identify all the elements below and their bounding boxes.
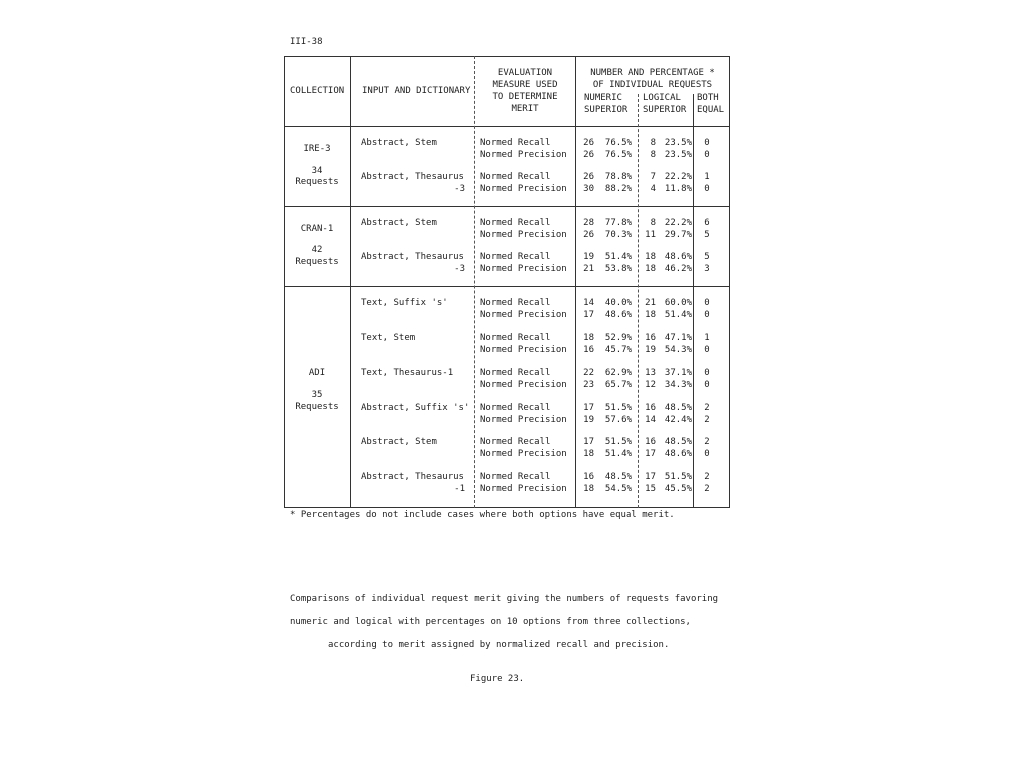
cell-log-n: 17 [645,472,656,482]
cell-num-p: 78.8% [604,172,632,182]
header-logical: SUPERIOR [643,105,687,115]
cell-both: 0 [704,184,710,194]
column-divider [284,56,285,508]
column-divider [638,94,639,508]
option-label: Abstract, Thesaurus [361,252,464,262]
cell-num-p: 51.4% [604,449,632,459]
cell-both: 0 [704,150,710,160]
collection-name: CRAN-1 [300,224,334,234]
cell-both: 0 [704,380,710,390]
option-label: Abstract, Thesaurus [361,172,464,182]
cell-measure: Normed Recall [480,437,551,447]
cell-measure: Normed Precision [480,230,567,240]
cell-num-n: 26 [583,230,594,240]
cell-log-p: 48.6% [664,252,692,262]
cell-num-n: 16 [583,345,594,355]
cell-num-n: 19 [583,252,594,262]
cell-measure: Normed Precision [480,449,567,459]
column-divider [350,56,351,508]
cell-measure: Normed Precision [480,484,567,494]
option-label: Abstract, Stem [361,138,437,148]
cell-num-n: 17 [583,310,594,320]
cell-num-p: 51.5% [604,437,632,447]
cell-log-n: 4 [650,184,656,194]
header-both: EQUAL [697,105,725,115]
option-label: Abstract, Suffix 's' [361,403,470,413]
cell-num-n: 18 [583,484,594,494]
cell-measure: Normed Recall [480,298,551,308]
column-divider [729,56,730,508]
cell-measure: Normed Recall [480,252,551,262]
cell-log-n: 18 [645,310,656,320]
cell-measure: Normed Precision [480,150,567,160]
figure-label: Figure 23. [470,674,525,684]
cell-num-n: 17 [583,437,594,447]
cell-measure: Normed Precision [480,380,567,390]
collection-label: Requests [295,257,339,267]
page-number: III-38 [290,37,323,47]
cell-num-p: 48.5% [604,472,632,482]
cell-log-p: 46.2% [664,264,692,274]
cell-num-n: 26 [583,172,594,182]
cell-num-n: 26 [583,150,594,160]
cell-log-n: 16 [645,403,656,413]
cell-num-n: 26 [583,138,594,148]
cell-measure: Normed Recall [480,172,551,182]
cell-num-n: 30 [583,184,594,194]
column-divider [575,56,576,508]
cell-log-n: 18 [645,252,656,262]
cell-both: 5 [704,252,710,262]
cell-num-p: 54.5% [604,484,632,494]
option-label: Text, Thesaurus-1 [361,368,454,378]
collection-label: Requests [295,177,339,187]
collection-count: 34 [311,166,323,176]
header-both: BOTH [697,93,719,103]
cell-log-n: 12 [645,380,656,390]
cell-log-p: 51.4% [664,310,692,320]
option-label: Abstract, Stem [361,218,437,228]
cell-num-p: 76.5% [604,150,632,160]
cell-num-n: 16 [583,472,594,482]
cell-log-n: 11 [645,230,656,240]
cell-both: 1 [704,172,710,182]
cell-num-n: 28 [583,218,594,228]
cell-both: 0 [704,310,710,320]
cell-num-p: 40.0% [604,298,632,308]
option-label: Text, Suffix 's' [361,298,448,308]
cell-both: 2 [704,415,710,425]
cell-measure: Normed Precision [480,264,567,274]
option-label: Abstract, Stem [361,437,437,447]
cell-both: 6 [704,218,710,228]
cell-both: 0 [704,449,710,459]
cell-log-p: 37.1% [664,368,692,378]
collection-count: 42 [311,245,323,255]
cell-measure: Normed Recall [480,333,551,343]
cell-log-n: 8 [650,150,656,160]
cell-measure: Normed Recall [480,472,551,482]
collection-name: IRE-3 [303,144,331,154]
cell-measure: Normed Precision [480,415,567,425]
cell-both: 2 [704,437,710,447]
header-collection: COLLECTION [290,86,345,96]
cell-log-n: 19 [645,345,656,355]
cell-log-p: 34.3% [664,380,692,390]
cell-num-p: 48.6% [604,310,632,320]
header-evaluation: MERIT [511,104,539,114]
cell-num-p: 45.7% [604,345,632,355]
cell-log-p: 51.5% [664,472,692,482]
cell-both: 2 [704,472,710,482]
caption-line: according to merit assigned by normalized recall and precision. [328,640,670,650]
cell-log-n: 14 [645,415,656,425]
cell-log-p: 23.5% [664,150,692,160]
cell-num-p: 88.2% [604,184,632,194]
cell-num-n: 18 [583,449,594,459]
cell-measure: Normed Precision [480,345,567,355]
cell-num-n: 14 [583,298,594,308]
cell-log-n: 8 [650,138,656,148]
option-label: Text, Stem [361,333,416,343]
cell-log-n: 21 [645,298,656,308]
cell-log-p: 22.2% [664,218,692,228]
cell-num-n: 19 [583,415,594,425]
option-label: Abstract, Thesaurus [361,472,464,482]
cell-both: 2 [704,484,710,494]
cell-num-p: 70.3% [604,230,632,240]
column-divider [693,94,694,508]
cell-log-n: 15 [645,484,656,494]
header-evaluation: EVALUATION [497,68,553,78]
collection-count: 35 [311,390,323,400]
option-label-suffix: -1 [454,484,465,494]
cell-measure: Normed Recall [480,403,551,413]
header-logical: LOGICAL [643,93,681,103]
cell-num-p: 62.9% [604,368,632,378]
cell-log-n: 13 [645,368,656,378]
cell-log-p: 48.6% [664,449,692,459]
cell-log-p: 48.5% [664,437,692,447]
cell-both: 2 [704,403,710,413]
header-numeric: NUMERIC [584,93,622,103]
cell-measure: Normed Precision [480,310,567,320]
cell-num-p: 51.4% [604,252,632,262]
collection-label: Requests [295,402,339,412]
cell-log-p: 22.2% [664,172,692,182]
caption-line: Comparisons of individual request merit giving the numbers of requests favoring [290,594,719,604]
header-evaluation: TO DETERMINE [492,92,558,102]
cell-both: 5 [704,230,710,240]
cell-log-p: 29.7% [664,230,692,240]
cell-num-p: 51.5% [604,403,632,413]
option-label-suffix: -3 [454,184,465,194]
header-input: INPUT AND DICTIONARY [362,86,471,96]
cell-num-p: 52.9% [604,333,632,343]
cell-log-p: 23.5% [664,138,692,148]
option-label-suffix: -3 [454,264,465,274]
cell-both: 0 [704,298,710,308]
column-divider [474,56,475,508]
footnote: * Percentages do not include cases where both options have equal merit. [290,510,675,520]
cell-log-p: 11.8% [664,184,692,194]
cell-log-p: 42.4% [664,415,692,425]
cell-measure: Normed Recall [480,218,551,228]
cell-log-p: 60.0% [664,298,692,308]
cell-measure: Normed Recall [480,368,551,378]
cell-log-p: 48.5% [664,403,692,413]
cell-num-p: 77.8% [604,218,632,228]
cell-log-n: 8 [650,218,656,228]
cell-both: 3 [704,264,710,274]
cell-log-p: 45.5% [664,484,692,494]
cell-log-n: 7 [650,172,656,182]
cell-num-p: 57.6% [604,415,632,425]
cell-measure: Normed Recall [480,138,551,148]
cell-num-n: 23 [583,380,594,390]
cell-num-n: 17 [583,403,594,413]
cell-num-p: 53.8% [604,264,632,274]
caption-line: numeric and logical with percentages on 10 options from three collections, [290,617,691,627]
header-evaluation: MEASURE USED [492,80,558,90]
cell-num-n: 18 [583,333,594,343]
cell-both: 0 [704,368,710,378]
cell-both: 0 [704,138,710,148]
cell-both: 1 [704,333,710,343]
cell-both: 0 [704,345,710,355]
header-group: NUMBER AND PERCENTAGE * [590,68,715,78]
cell-log-n: 17 [645,449,656,459]
cell-log-n: 18 [645,264,656,274]
cell-log-n: 16 [645,437,656,447]
header-group: OF INDIVIDUAL REQUESTS [592,80,713,90]
cell-num-n: 22 [583,368,594,378]
cell-log-p: 47.1% [664,333,692,343]
cell-measure: Normed Precision [480,184,567,194]
cell-log-n: 16 [645,333,656,343]
cell-log-p: 54.3% [664,345,692,355]
header-numeric: SUPERIOR [584,105,628,115]
collection-name: ADI [308,368,326,378]
cell-num-n: 21 [583,264,594,274]
cell-num-p: 76.5% [604,138,632,148]
cell-num-p: 65.7% [604,380,632,390]
